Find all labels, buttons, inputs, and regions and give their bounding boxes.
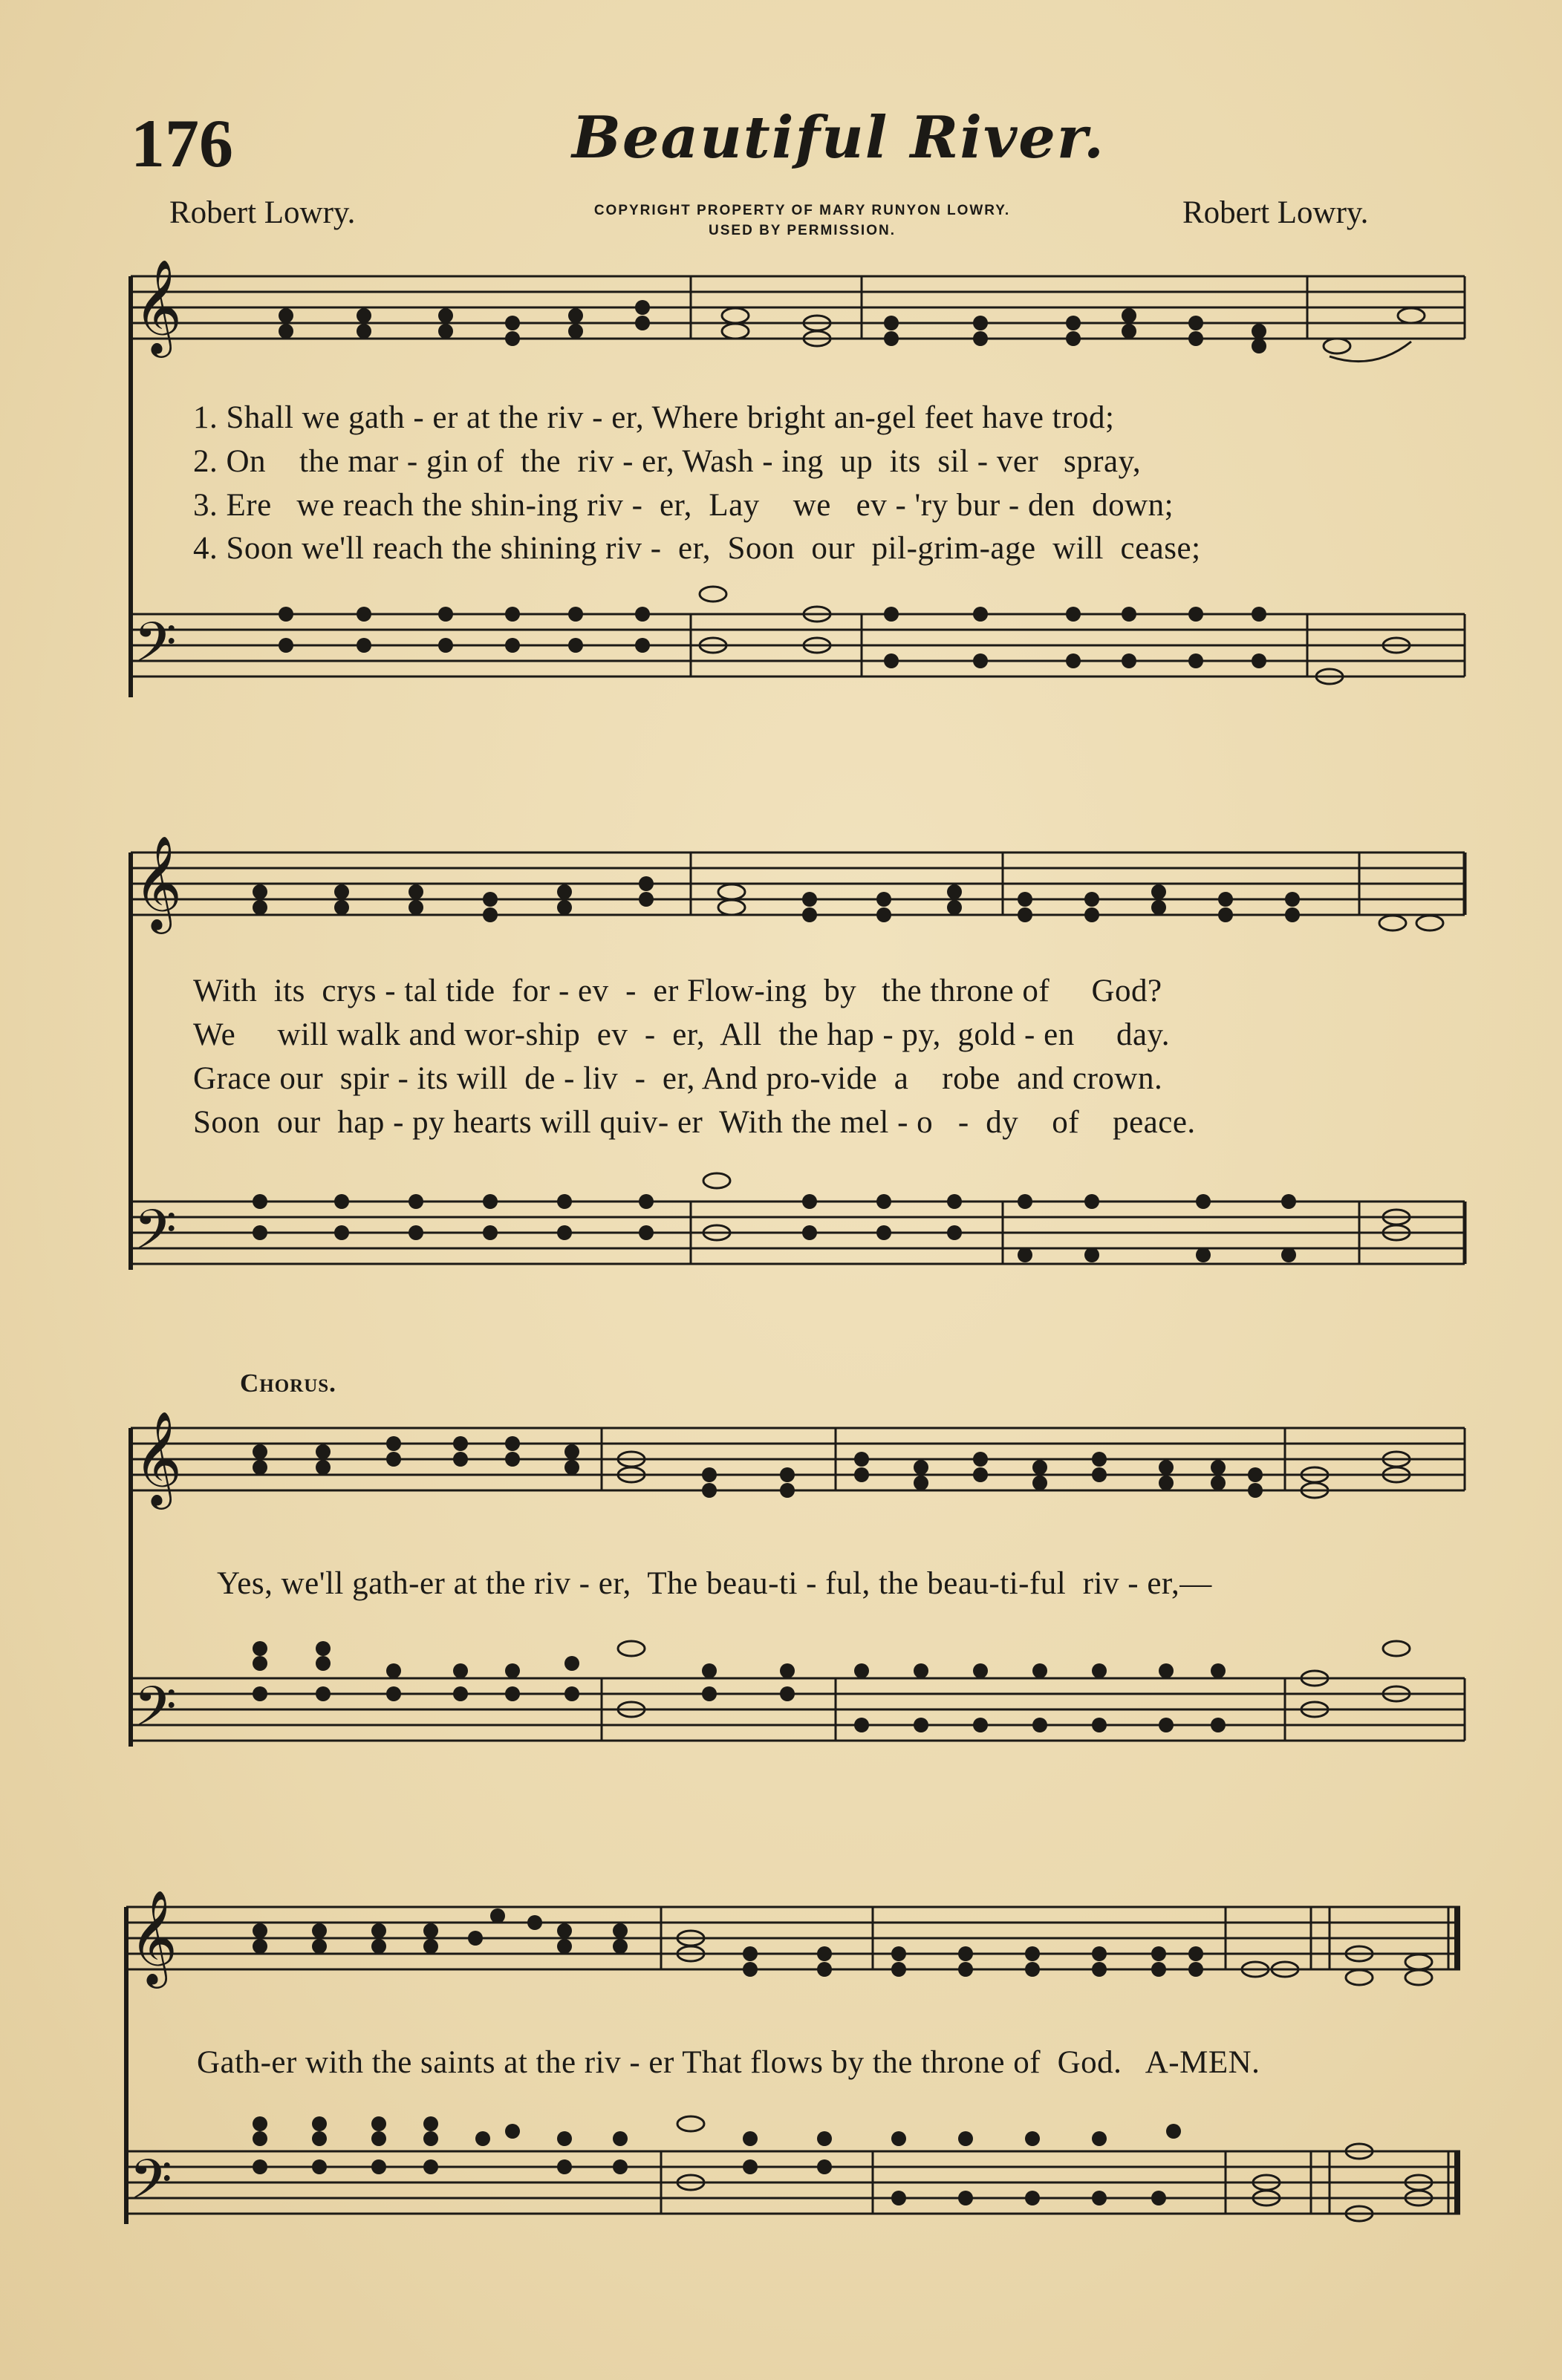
copyright-line: COPYRIGHT PROPERTY OF MARY RUNYON LOWRY. xyxy=(593,203,1011,218)
verse-1-line-1: 1. Shall we gath - er at the riv - er, Where bright an-gel feet have trod; xyxy=(193,400,1115,435)
words-credit: Robert Lowry. xyxy=(169,195,356,230)
svg-text:𝄞: 𝄞 xyxy=(129,1889,178,1984)
svg-text:𝄞: 𝄞 xyxy=(134,1410,183,1505)
svg-text:𝄢: 𝄢 xyxy=(134,1675,177,1753)
music-system-1 xyxy=(0,260,1562,705)
music-credit: Robert Lowry. xyxy=(1182,195,1369,230)
svg-text:𝄞: 𝄞 xyxy=(134,835,183,930)
copyright-notice xyxy=(490,200,1114,241)
hymn-number: 176 xyxy=(131,105,233,181)
verse-2-line-2: We will walk and wor-ship ev - er, All the hap - py, gold - en day. xyxy=(193,1017,1171,1052)
hymn-title: Beautiful River. xyxy=(572,104,1106,172)
svg-text:𝄢: 𝄢 xyxy=(134,610,177,688)
verse-4-line-1: 4. Soon we'll reach the shining riv - er, Soon our pil-grim-age will cease; xyxy=(193,531,1201,566)
verse-1-line-2: With its crys - tal tide for - ev - er Flow-ing by the throne of God? xyxy=(193,974,1162,1008)
permission-line: USED BY PERMISSION. xyxy=(709,223,896,238)
verse-3-line-2: Grace our spir - its will de - liv - er, And pro-vide a robe and crown. xyxy=(193,1061,1163,1096)
verse-3-line-1: 3. Ere we reach the shin-ing riv - er, Lay we ev - 'ry bur - den down; xyxy=(193,488,1174,523)
svg-text:𝄞: 𝄞 xyxy=(134,258,183,353)
svg-text:𝄢: 𝄢 xyxy=(134,1198,177,1276)
chorus-line-2: Gath-er with the saints at the riv - er That flows by the throne of God. A-MEN. xyxy=(197,2045,1260,2080)
verse-2-line-1: 2. On the mar - gin of the riv - er, Wash - ing up its sil - ver spray, xyxy=(193,444,1142,479)
chorus-label: Chorus. xyxy=(240,1369,336,1398)
svg-text:𝄢: 𝄢 xyxy=(129,2148,172,2226)
music-system-3 xyxy=(0,1411,1562,1797)
verse-4-line-2: Soon our hap - py hearts will quiv- er With the mel - o - dy of peace. xyxy=(193,1105,1196,1140)
chorus-line-1: Yes, we'll gath-er at the riv - er, The beau-ti - ful, the beau-ti-ful riv - er,— xyxy=(217,1566,1212,1601)
